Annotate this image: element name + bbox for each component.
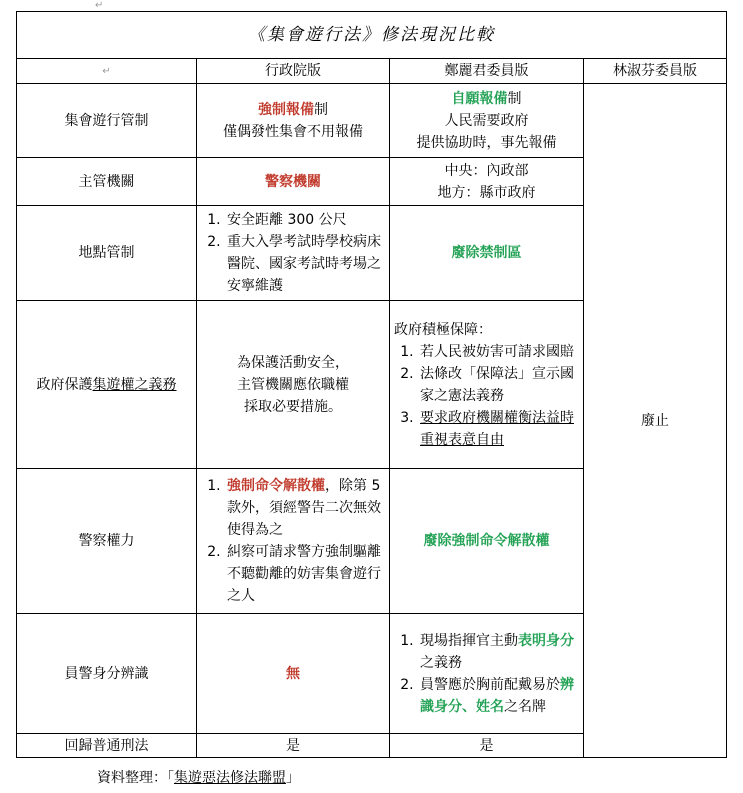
row-label-duty: 政府保護集遊權之義務 [17,301,197,469]
exec-identity-cell: 無 [197,614,390,734]
row-label-permit: 集會遊行管制 [17,84,197,158]
lin-merged-cell: 廢止 [584,84,727,758]
header-empty: ↵ [17,59,197,84]
cheng-police-cell: 廢除強制命令解散權 [390,469,584,614]
row-label-police: 警察權力 [17,469,197,614]
exec-location-cell [197,206,390,301]
header-executive-yuan: 行政院版 [197,59,390,84]
cheng-permit-line2: 人民需要政府 [444,112,529,129]
cheng-duty-cell: 政府積極保障： 1. 若人民被妨害可請求國賠 2. 法條改「保障法」宣示國家之憲法義務 3. 要求政府機關權衡法益時重視表意自由 [390,301,584,469]
exec-criminal-cell: 是 [197,734,390,758]
list-item: 1. 若人民被妨害可請求國賠 [418,341,579,363]
header-row [17,59,727,84]
cheng-permit-cell: 自願報備制 人民需要政府 提供協助時，事先報備 [390,84,584,158]
cheng-criminal-cell: 是 [390,734,584,758]
row-label-location: 地點管制 [17,206,197,301]
cheng-identity-cell [390,614,584,734]
title-row [17,12,727,59]
row-label-authority: 主管機關 [17,158,197,206]
list-item: 2. 員警應於胸前配戴易於辨識身分、姓名之名牌 [418,674,579,718]
list-item: 3. 要求政府機關權衡法益時重視表意自由 [418,407,579,451]
row-label-identity: 員警身分辨識 [17,614,197,734]
exec-authority-cell: 警察機關 [197,158,390,206]
header-lin-version: 林淑芬委員版 [584,59,727,84]
list-item: 1. 現場指揮官主動表明身分之義務 [418,630,579,674]
paragraph-mark: ↵ [95,0,104,11]
exec-permit-red: 強制報備 [258,101,314,118]
list-item: 2. 糾察可請求警方強制驅離不聽勸離的妨害集會遊行之人 [225,541,385,607]
list-item: 2. 法條改「保障法」宣示國家之憲法義務 [418,363,579,407]
exec-police-cell [197,469,390,614]
table-row [17,84,727,158]
exec-permit-cell: 強制報備制 僅偶發性集會不用報備 [197,84,390,158]
exec-permit-line2: 僅偶發性集會不用報備 [223,123,363,140]
comparison-table [16,11,727,758]
cheng-authority-cell: 中央：內政部 地方：縣市政府 [390,158,584,206]
comparison-document [16,11,727,758]
header-cheng-version: 鄭麗君委員版 [390,59,584,84]
list-item: 1. 強制命令解散權，除第 5 款外，須經警告二次無效使得為之 [225,475,385,541]
cheng-permit-green: 自願報備 [451,90,508,107]
list-item: 2. 重大入學考試時學校病床醫院、國家考試時考場之安寧維護 [225,231,385,297]
cheng-permit-line3: 提供協助時，事先報備 [416,134,557,151]
cheng-location-cell: 廢除禁制區 [390,206,584,301]
exec-duty-cell: 為保護活動安全， 主管機關應依職權 採取必要措施。 [197,301,390,469]
list-item: 1. 安全距離 300 公尺 [225,209,385,231]
source-credit: 資料整理：「集遊惡法修法聯盟」 [97,770,300,786]
table-title: 《集會遊行法》修法現況比較 [17,12,727,59]
row-label-criminal: 回歸普通刑法 [17,734,197,758]
